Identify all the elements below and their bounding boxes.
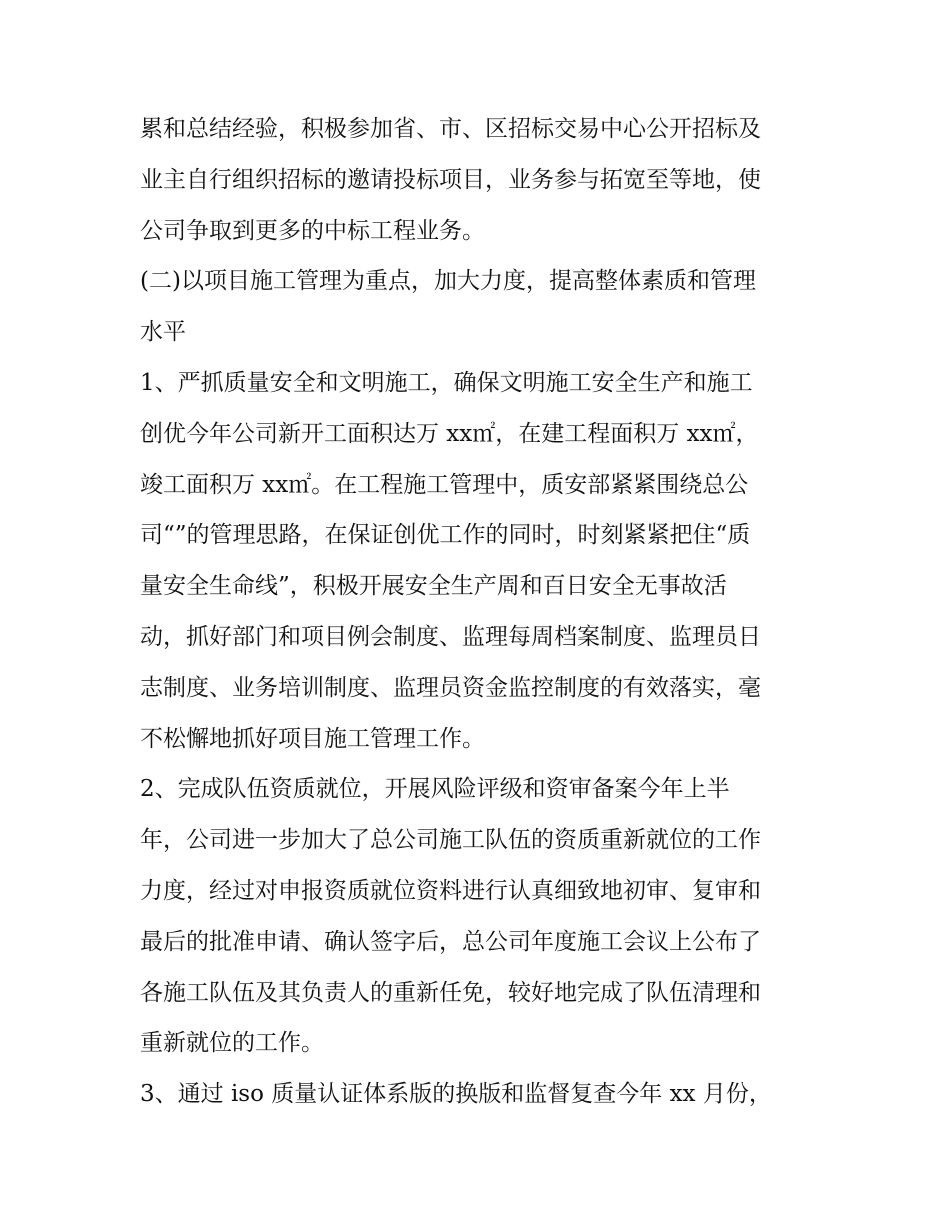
text-line-3: 公司争取到更多的中标工程业务。 xyxy=(140,217,485,244)
text-line-17: 最后的批准申请、确认签字后，总公司年度施工会议上公布了 xyxy=(140,928,761,955)
text-line-19: 重新就位的工作。 xyxy=(140,1030,324,1057)
text-line-14: 2、完成队伍资质就位，开展风险评级和资审备案今年上半 xyxy=(140,776,730,803)
section-heading-continued: 水平 xyxy=(140,319,186,346)
text-line-15: 年，公司进一步加大了总公司施工队伍的资质重新就位的工作 xyxy=(140,827,761,854)
text-line-9: 司“”的管理思路，在保证创优工作的同时，时刻紧紧把住“质 xyxy=(140,522,751,549)
text-line-18: 各施工队伍及其负责人的重新任免，较好地完成了队伍清理和 xyxy=(140,979,761,1006)
text-line-12: 志制度、业务培训制度、监理员资金监控制度的有效落实，毫 xyxy=(140,674,761,701)
text-line-6: 1、严抓质量安全和文明施工，确保文明施工安全生产和施工 xyxy=(140,369,753,396)
text-line-20: 3、通过 iso 质量认证体系版的换版和监督复查今年 xx 月份， xyxy=(140,1081,772,1108)
text-line-8: 竣工面积万 xx㎡。在工程施工管理中，质安部紧紧围绕总公 xyxy=(140,471,749,498)
text-line-10: 量安全生命线”，积极开展安全生产周和百日安全无事故活 xyxy=(140,573,727,600)
section-heading: (二)以项目施工管理为重点，加大力度，提高整体素质和管理 xyxy=(140,268,756,295)
text-line-11: 动，抓好部门和项目例会制度、监理每周档案制度、监理员日 xyxy=(140,623,761,650)
text-line-7: 创优今年公司新开工面积达万 xx㎡，在建工程面积万 xx㎡， xyxy=(140,420,759,447)
text-line-1: 累和总结经验，积极参加省、市、区招标交易中心公开招标及 xyxy=(140,116,761,142)
text-line-2: 业主自行组织招标的邀请投标项目，业务参与拓宽至等地，使 xyxy=(140,166,761,193)
text-line-16: 力度，经过对申报资质就位资料进行认真细致地初审、复审和 xyxy=(140,877,761,904)
text-line-13: 不松懈地抓好项目施工管理工作。 xyxy=(140,725,485,752)
document-body xyxy=(140,104,820,1120)
